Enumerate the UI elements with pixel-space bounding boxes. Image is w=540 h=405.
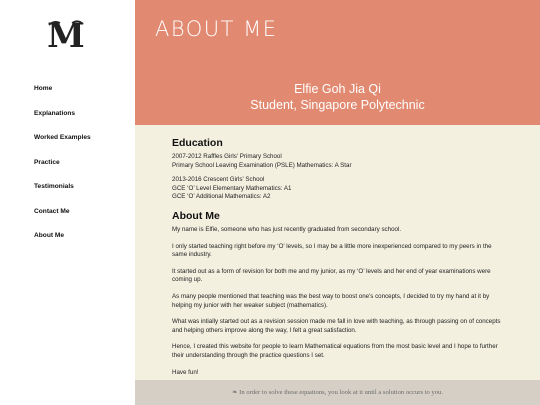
nav-item-contact-me[interactable]: Contact Me <box>34 207 70 215</box>
about-paragraph: Have fun! <box>172 368 199 376</box>
main-nav <box>34 82 91 254</box>
nav-item-worked-examples[interactable]: Worked Examples <box>34 134 91 141</box>
education-heading: Education <box>172 137 223 149</box>
about-paragraph: I only started teaching right before my ‘O’ levels, so I may be a little more inexperienced compared to my peers in the same industry. <box>172 242 492 259</box>
author-role: Student, Singapore Polytechnic <box>250 98 425 112</box>
education-line: GCE ‘O’ Level Elementary Mathematics: A1 <box>172 184 292 192</box>
sidebar <box>0 0 135 405</box>
author-name: Elfie Goh Jia Qi <box>294 82 381 96</box>
nav-item-about-me[interactable]: About Me <box>34 232 65 239</box>
education-secondary <box>172 176 504 202</box>
about-paragraph: As many people mentioned that teaching was the best way to boost one's concepts, I decided to try my hand at it by helping my junior with her weaker subject (mathematics). <box>172 292 490 309</box>
nav-item-practice[interactable]: Practice <box>34 158 60 166</box>
site-logo[interactable] <box>46 17 86 51</box>
about-paragraph: My name is Elfie, someone who has just recently graduated from secondary school. <box>172 225 402 233</box>
page-title: ABOUT ME <box>155 17 278 41</box>
main-content <box>135 125 540 380</box>
education-line: 2007-2012 Raffles Girls' Primary School <box>172 153 282 160</box>
nav-item-testimonials[interactable]: Testimonials <box>34 183 74 190</box>
about-paragraph: What was intially started out as a revision session made me fall in love with teaching, as through passing on of concepts and helping others improve along the way, I felt a great satisfaction. <box>172 318 501 334</box>
about-paragraph: It started out as a form of revision for both me and my junior, as my ‘O’ levels and her end of year examinations were coming up. <box>172 267 491 284</box>
page-footer <box>135 380 540 405</box>
about-paragraph: Hence, I created this website for people to learn Mathematical equations from the most basic level and I hope to further their understanding through the practice questions I set. <box>172 343 498 359</box>
page-header <box>135 0 540 125</box>
footer-quote: ❧ In order to solve these equations, you look at it until a solution occurs to you. <box>232 389 443 396</box>
education-line: 2013-2016 Crescent Girls' School <box>172 176 265 184</box>
education-line: GCE ‘O’ Additional Mathematics: A2 <box>172 193 271 201</box>
nav-item-explanations[interactable]: Explanations <box>34 109 76 117</box>
logo-letter: M <box>47 17 85 51</box>
about-section <box>172 226 504 377</box>
about-heading: About Me <box>172 209 220 222</box>
education-primary <box>172 153 504 170</box>
nav-item-home[interactable]: Home <box>34 85 53 92</box>
education-line: Primary School Leaving Examination (PSLE) Mathematics: A Star <box>172 161 352 169</box>
